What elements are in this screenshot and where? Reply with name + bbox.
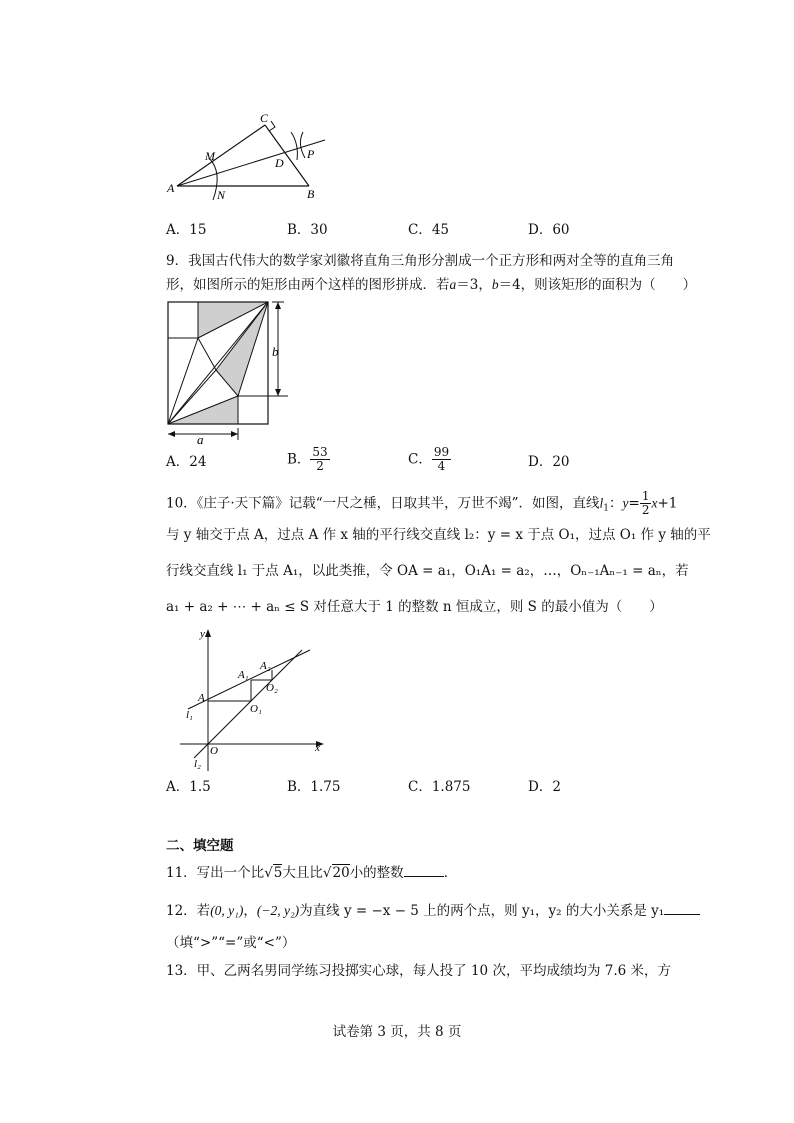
q9-option-c-numerator: 99	[433, 445, 450, 459]
q9-option-b	[287, 446, 330, 473]
q10-line1	[166, 490, 677, 518]
q10-l1-denominator: 2	[641, 503, 650, 517]
q13-line1: 13．甲、乙两名男同学练习投掷实心球，每人投了 10 次，平均成绩均为 7.6 米，方	[166, 963, 671, 979]
q10-l1-subscript: 1	[603, 503, 610, 514]
q9-line1	[166, 252, 674, 270]
page-footer: 试卷第 3 页，共 8 页	[332, 1024, 462, 1040]
q9-option-c-fraction	[432, 446, 451, 473]
q9-line2-text-a: 形，如图所示的矩形由两个这样的图形拼成．若	[166, 277, 450, 293]
q9-option-c	[408, 446, 451, 473]
q8-option-d: D．60	[528, 222, 570, 238]
q9-option-c-denominator: 4	[437, 459, 446, 473]
q8-triangle-figure	[165, 110, 335, 205]
q10-l1-colon: ：	[609, 495, 623, 512]
q8-label-D: D	[275, 156, 284, 170]
q9-line2-text-c: ＝3，	[456, 277, 492, 293]
q11-text-c: 小的整数	[349, 865, 404, 881]
q10-label-O1: O₁	[250, 703, 262, 715]
q9-option-d: D．20	[528, 454, 570, 470]
section-heading-fill-blank: 二、填空题	[166, 838, 234, 854]
q12-line2: （填“>”“=”或“<”）	[166, 935, 296, 951]
q10-line4: a₁ + a₂ + ⋯ + aₙ ≤ S 对任意大于 1 的整数 n 恒成立，则 S 的最小值为（ ）	[166, 599, 663, 615]
q8-option-a: A．15	[166, 222, 207, 238]
q9-option-b-numerator: 53	[312, 445, 328, 459]
q9-option-b-label: B．	[287, 451, 311, 468]
q10-label-x: x	[315, 742, 320, 754]
q11-text-d: ．	[443, 865, 458, 881]
q10-l1-numerator: 1	[641, 489, 650, 503]
q10-option-a: A．1.5	[166, 779, 211, 795]
q8-label-P: P	[307, 147, 315, 161]
q8-label-N: N	[217, 188, 226, 202]
q10-label-y: y	[200, 628, 205, 640]
q8-label-A: A	[167, 181, 175, 195]
q11-text-b: 大且比	[282, 865, 323, 881]
q11-sqrt5-radicand: 5	[273, 865, 283, 881]
q9-number: 9．	[166, 253, 189, 269]
q8-label-B: B	[307, 187, 315, 201]
q8-option-c: C．45	[408, 222, 450, 238]
q11-sqrt20-radicand: 20	[332, 865, 350, 881]
q9-line2	[166, 276, 696, 294]
q10-label-l2: l₂	[194, 758, 201, 770]
q11-answer-blank[interactable]	[404, 864, 444, 877]
q12-text-a: 12．若	[166, 903, 211, 919]
q10-label-O: O	[210, 745, 218, 757]
q10-graph-figure	[180, 625, 330, 773]
q9-label-a: a	[197, 432, 204, 445]
q8-option-b: B．30	[287, 222, 328, 238]
q8-label-C: C	[260, 111, 269, 125]
q9-var-a: a	[449, 277, 457, 292]
q12-text-b: 为直线 y = −x − 5 上的两个点，则 y₁，y₂ 的大小关系是 y₁	[299, 903, 665, 919]
q10-label-O2: O₂	[266, 682, 278, 694]
q11-sqrt5: √5	[264, 865, 283, 881]
q10-label-A2: A₂	[260, 660, 271, 672]
q9-label-b: b	[272, 344, 279, 359]
q9-option-a: A．24	[166, 454, 207, 470]
q11-line	[166, 864, 457, 882]
q10-line1-text: 10．《庄子·天下篇》记载“一尺之棰，日取其半，万世不竭”．如图，直线	[166, 495, 600, 512]
q11-sqrt20: √20	[322, 865, 350, 881]
q10-option-d: D．2	[528, 779, 561, 795]
q10-l1-fraction	[640, 490, 652, 517]
q9-option-b-denominator: 2	[316, 459, 324, 473]
q12-separator: ，	[243, 903, 257, 919]
q10-label-A: A	[198, 692, 205, 704]
q10-option-b: B．1.75	[287, 779, 341, 795]
q10-label-l1: l₁	[186, 709, 193, 721]
q9-line2-text-e: ＝4，则该矩形的面积为（ ）	[498, 277, 697, 293]
q10-l1-var: l	[599, 495, 604, 511]
q12-point-2: (−2, y₂)	[256, 903, 300, 918]
q12-point-1: (0, y₁)	[210, 903, 244, 918]
q12-answer-blank[interactable]	[664, 902, 700, 915]
q10-l1-plus-one: +1	[657, 495, 678, 512]
q12-line1	[166, 902, 700, 920]
q11-text-a: 11．写出一个比	[166, 865, 265, 881]
q10-l1-y: y	[622, 495, 629, 511]
q9-option-b-fraction	[310, 446, 329, 473]
q9-text-line1: 我国古代伟大的数学家刘徽将直角三角形分割成一个正方形和两对全等的直角三角	[188, 253, 675, 269]
q10-l1-x: x	[651, 495, 658, 511]
q10-l1-equals: =	[628, 495, 640, 512]
q9-rectangle-figure	[160, 298, 295, 445]
q9-var-b: b	[491, 277, 499, 292]
q10-label-A1: A₁	[238, 669, 249, 681]
q9-option-c-label: C．	[408, 451, 432, 468]
q10-line2: 与 y 轴交于点 A，过点 A 作 x 轴的平行线交直线 l₂：y = x 于点 O₁，过点 O₁ 作 y 轴的平	[166, 527, 711, 543]
q8-label-M: M	[205, 149, 215, 163]
q10-line3: 行线交直线 l₁ 于点 A₁，以此类推，令 OA = a₁，O₁A₁ = a₂，…，Oₙ₋₁Aₙ₋₁ = aₙ，若	[166, 563, 689, 579]
q10-option-c: C．1.875	[408, 779, 471, 795]
